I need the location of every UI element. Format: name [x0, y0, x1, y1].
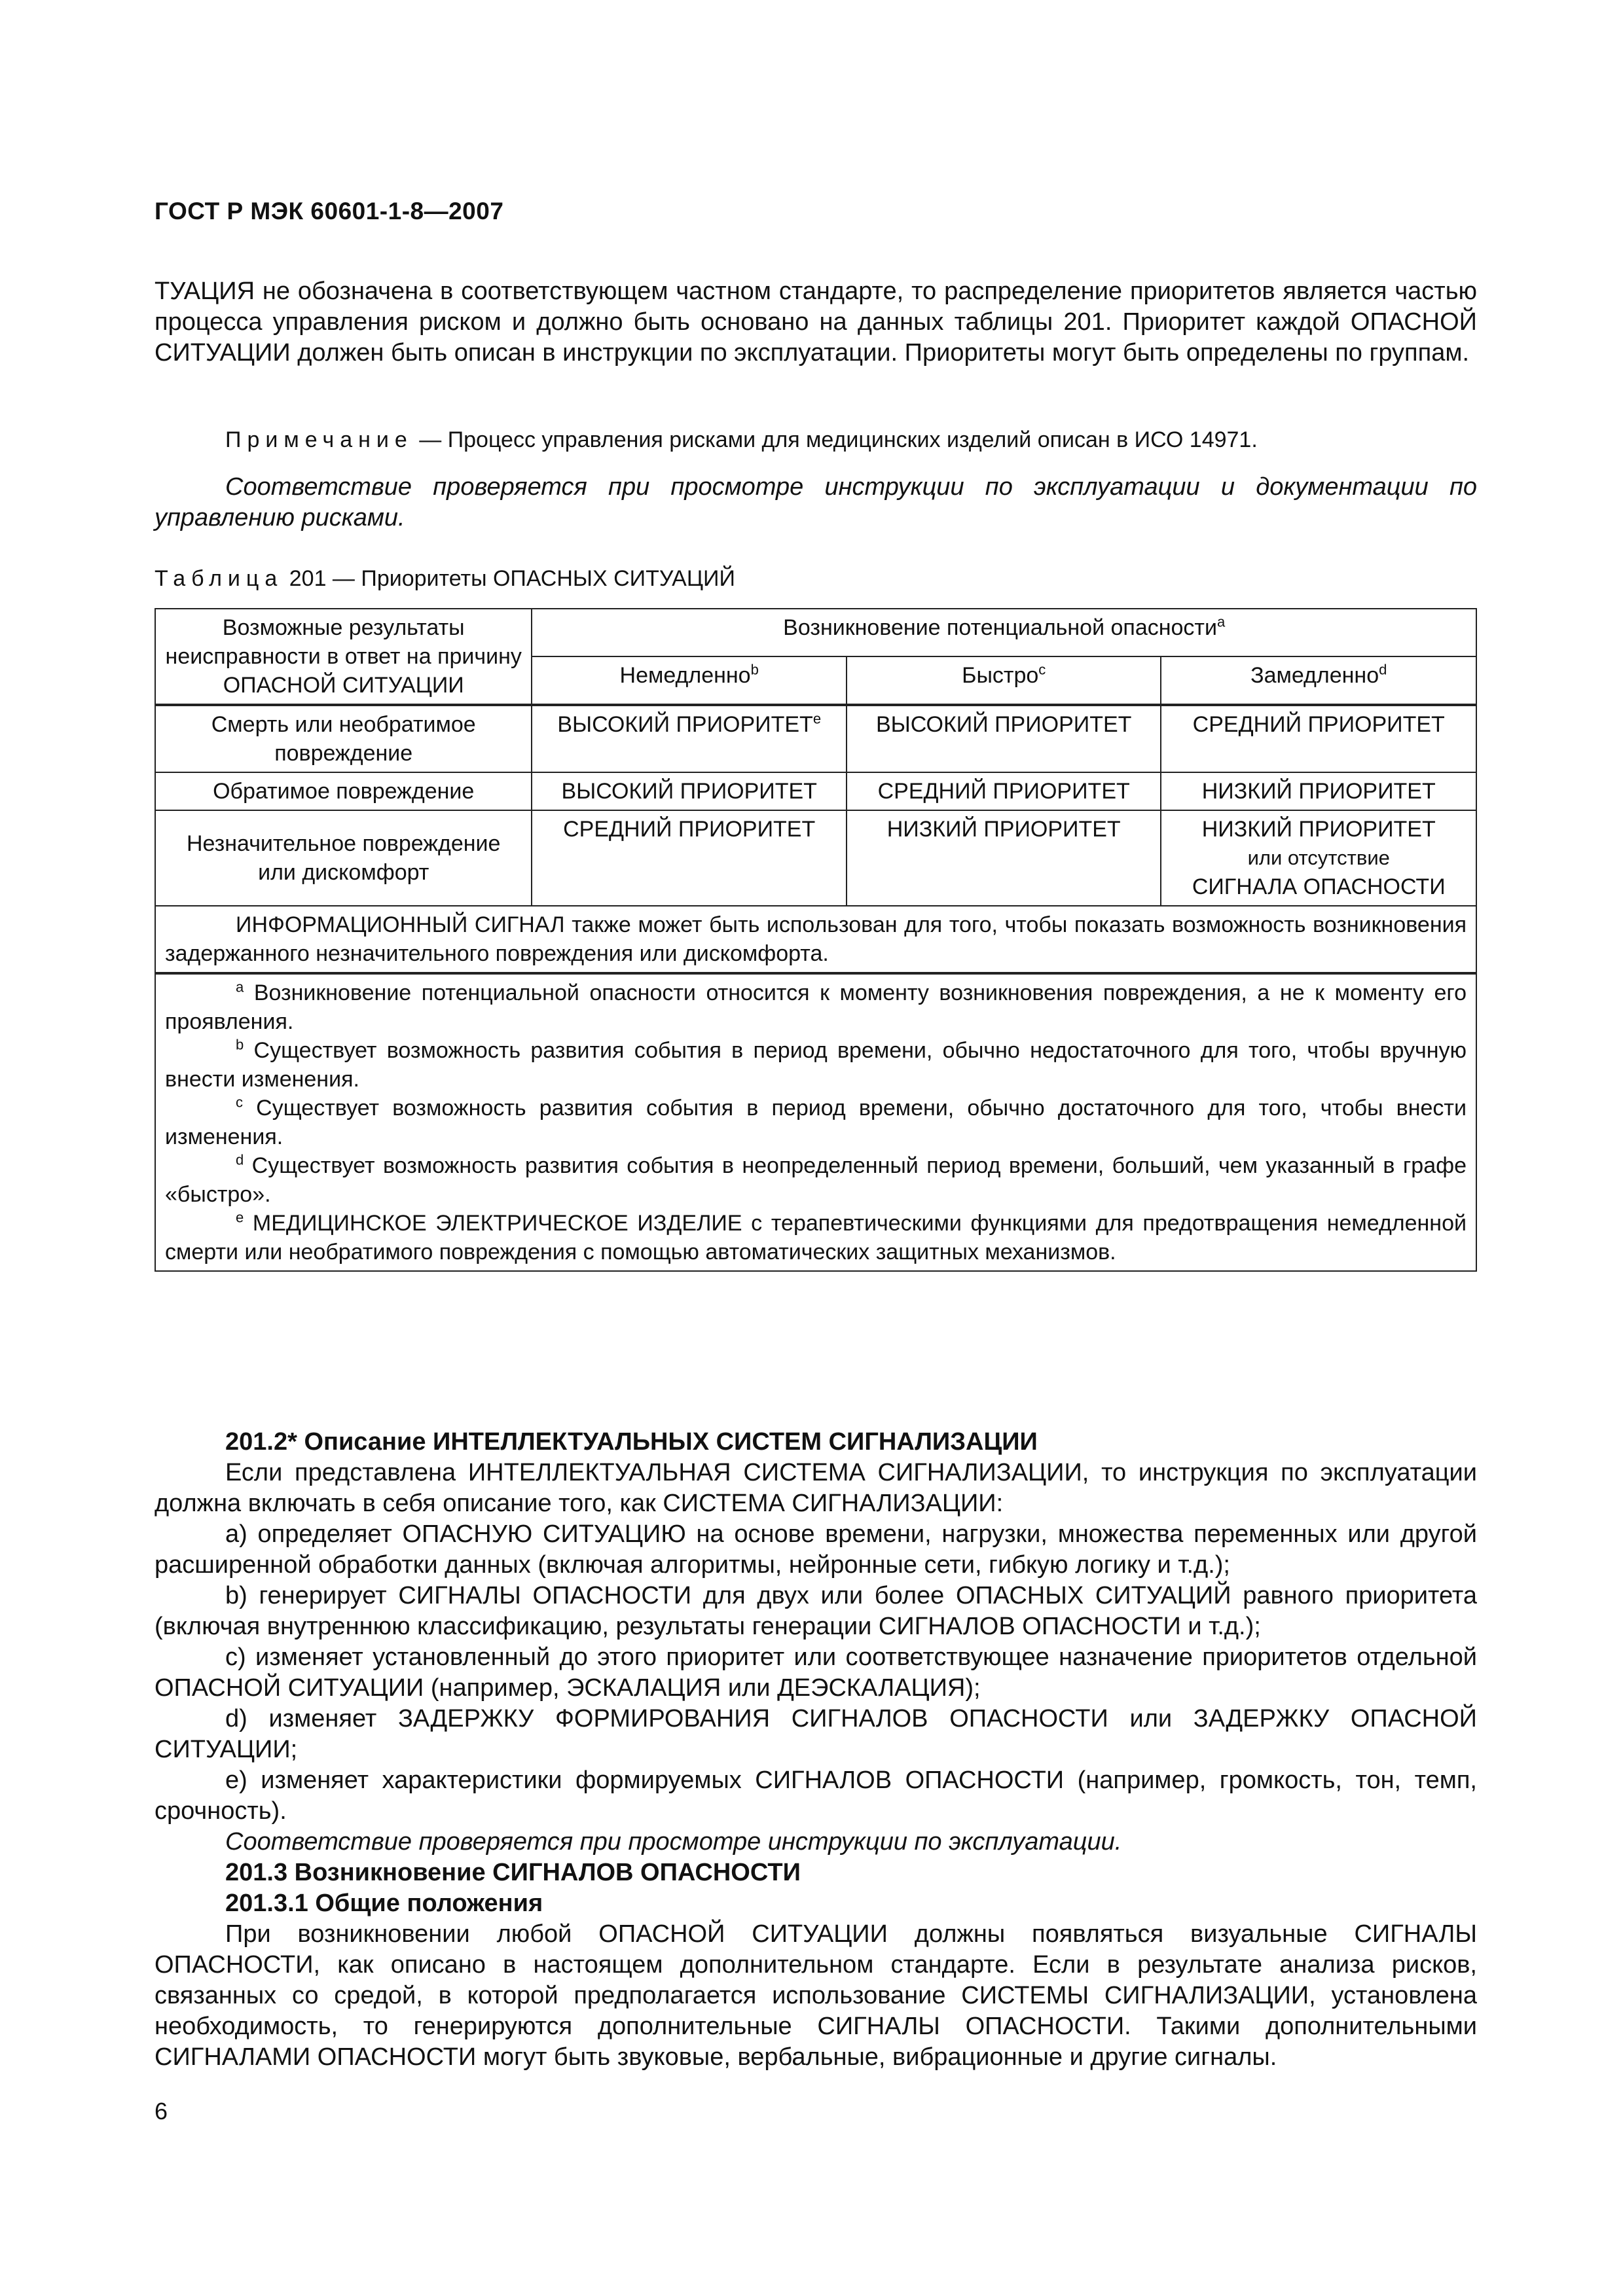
- footnote-a: $^a$ Возникновение потенциальной опасности относится к моменту возникновения повреждения, а не к моменту его проявления.: [165, 978, 1467, 1034]
- priority-table: [155, 608, 1477, 1272]
- section-2012: [155, 1427, 1477, 2073]
- table-cell: ВЫСОКИЙ ПРИОРИТЕТ: [532, 772, 847, 810]
- table-head-fast: Быстро$^c$: [847, 656, 1161, 705]
- note: [155, 425, 1477, 454]
- table-cell: ВЫСОКИЙ ПРИОРИТЕТ: [847, 705, 1161, 772]
- table-info-row: ИНФОРМАЦИОННЫЙ СИГНАЛ также может быть использован для того, чтобы показать возможность возникновения задержанного незначительного повреждения или дискомфорта.: [155, 906, 1476, 973]
- paragraph-continuation: ТУАЦИЯ не обозначена в соответствующем частном стандарте, то распределение приоритетов является частью процесса управления риском и должно быть основано на данных таблицы 201. Приоритет каждой ОПАСНОЙ СИТУАЦИИ должен быть описан в инструкции по эксплуатации. Приоритеты могут быть определены по группам.: [155, 278, 1477, 367]
- table-cell: СРЕДНИЙ ПРИОРИТЕТ: [532, 810, 847, 906]
- list-item: b) генерирует СИГНАЛЫ ОПАСНОСТИ для двух или более ОПАСНЫХ СИТУАЦИЙ равного приоритета (включая внутреннюю классификацию, результаты генерации СИГНАЛОВ ОПАСНОСТИ и т.д.);: [155, 1582, 1477, 1640]
- list-item: e) изменяет характеристики формируемых СИГНАЛОВ ОПАСНОСТИ (например, громкость, тон, темп, срочность).: [155, 1767, 1477, 1825]
- table-row-label: Незначительное повреждение или дискомфорт: [155, 810, 532, 906]
- note-text: — Процесс управления рисками для медицинских изделий описан в ИСО 14971.: [412, 427, 1258, 452]
- section-2012-intro: Если представлена ИНТЕЛЛЕКТУАЛЬНАЯ СИСТЕМА СИГНАЛИЗАЦИИ, то инструкция по эксплуатации должна включать в себя описание того, как СИСТЕМА СИГНАЛИЗАЦИИ:: [155, 1459, 1477, 1517]
- note-label: Примечание: [225, 427, 413, 452]
- table-row-label: Смерть или необратимое повреждение: [155, 705, 532, 772]
- list-item: c) изменяет установленный до этого приоритет или соответствующее назначение приоритетов отдельной ОПАСНОЙ СИТУАЦИИ (например, ЭСКАЛАЦИЯ или ДЕЭСКАЛАЦИЯ);: [155, 1643, 1477, 1702]
- section-20131-text: При возникновении любой ОПАСНОЙ СИТУАЦИИ должны появляться визуальные СИГНАЛЫ ОПАСНОСТИ, как описано в настоящем дополнительном стандарте. Если в результате анализа рисков, связанных со средой, в которой предполагается использование СИСТЕМЫ СИГНАЛИЗАЦИИ, установлена необходимость, то генерируются дополнительные СИГНАЛЫ ОПАСНОСТИ. Такими дополнительными СИГНАЛАМИ ОПАСНОСТИ могут быть звуковые, вербальные, вибрационные и другие сигналы.: [155, 1920, 1477, 2071]
- document-header: ГОСТ Р МЭК 60601-1-8—2007: [155, 198, 504, 224]
- table-cell: НИЗКИЙ ПРИОРИТЕТ: [847, 810, 1161, 906]
- compliance-statement-2: Соответствие проверяется при просмотре инструкции по эксплуатации.: [225, 1828, 1122, 1856]
- table-cell: ВЫСОКИЙ ПРИОРИТЕТ$^e$: [532, 705, 847, 772]
- table-footnotes: [155, 973, 1476, 1271]
- footnote-d: $^d$ Существует возможность развития события в неопределенный период времени, больший, чем указанный в графе «быстро».: [165, 1151, 1467, 1207]
- table-head-outcomes: Возможные результаты неисправности в ответ на причину ОПАСНОЙ СИТУАЦИИ: [155, 609, 532, 705]
- list-item: a) определяет ОПАСНУЮ СИТУАЦИЮ на основе времени, нагрузки, множества переменных или другой расширенной обработки данных (включая алгоритмы, нейронные сети, гибкую логику и т.д.);: [155, 1520, 1477, 1579]
- table-head-immediate: Немедленно$^b$: [532, 656, 847, 705]
- table-cell: СРЕДНИЙ ПРИОРИТЕТ: [1161, 705, 1476, 772]
- table-caption: [155, 566, 735, 592]
- section-2013-title: 201.3 Возникновение СИГНАЛОВ ОПАСНОСТИ: [225, 1859, 801, 1886]
- table-head-onset: Возникновение потенциальной опасности$^a$: [532, 609, 1476, 656]
- table-head-delayed: Замедленно$^d$: [1161, 656, 1476, 705]
- table-caption-text: 201 — Приоритеты ОПАСНЫХ СИТУАЦИЙ: [283, 566, 735, 591]
- list-item: d) изменяет ЗАДЕРЖКУ ФОРМИРОВАНИЯ СИГНАЛОВ ОПАСНОСТИ или ЗАДЕРЖКУ ОПАСНОЙ СИТУАЦИИ;: [155, 1705, 1477, 1763]
- footnote-c: $^c$ Существует возможность развития события в период времени, обычно достаточного для того, чтобы внести изменения.: [165, 1094, 1467, 1149]
- table-caption-label: Таблица: [155, 566, 283, 591]
- table-cell: СРЕДНИЙ ПРИОРИТЕТ: [847, 772, 1161, 810]
- section-2012-title: 201.2* Описание ИНТЕЛЛЕКТУАЛЬНЫХ СИСТЕМ СИГНАЛИЗАЦИИ: [225, 1428, 1038, 1456]
- table-cell: НИЗКИЙ ПРИОРИТЕТ или отсутствие СИГНАЛА ОПАСНОСТИ: [1161, 810, 1476, 906]
- table-cell: НИЗКИЙ ПРИОРИТЕТ: [1161, 772, 1476, 810]
- table-row-label: Обратимое повреждение: [155, 772, 532, 810]
- footnote-e: $^e$ МЕДИЦИНСКОЕ ЭЛЕКТРИЧЕСКОЕ ИЗДЕЛИЕ с терапевтическими функциями для предотвращения немедленной смерти или необратимого повреждения с помощью автоматических защитных механизмов.: [165, 1209, 1467, 1265]
- section-20131-title: 201.3.1 Общие положения: [225, 1890, 543, 1917]
- compliance-statement: Соответствие проверяется при просмотре инструкции по эксплуатации и документации по управлению рисками.: [155, 473, 1477, 531]
- page-number: 6: [155, 2098, 168, 2125]
- footnote-b: $^b$ Существует возможность развития события в период времени, обычно недостаточного для того, чтобы вручную внести изменения.: [165, 1036, 1467, 1092]
